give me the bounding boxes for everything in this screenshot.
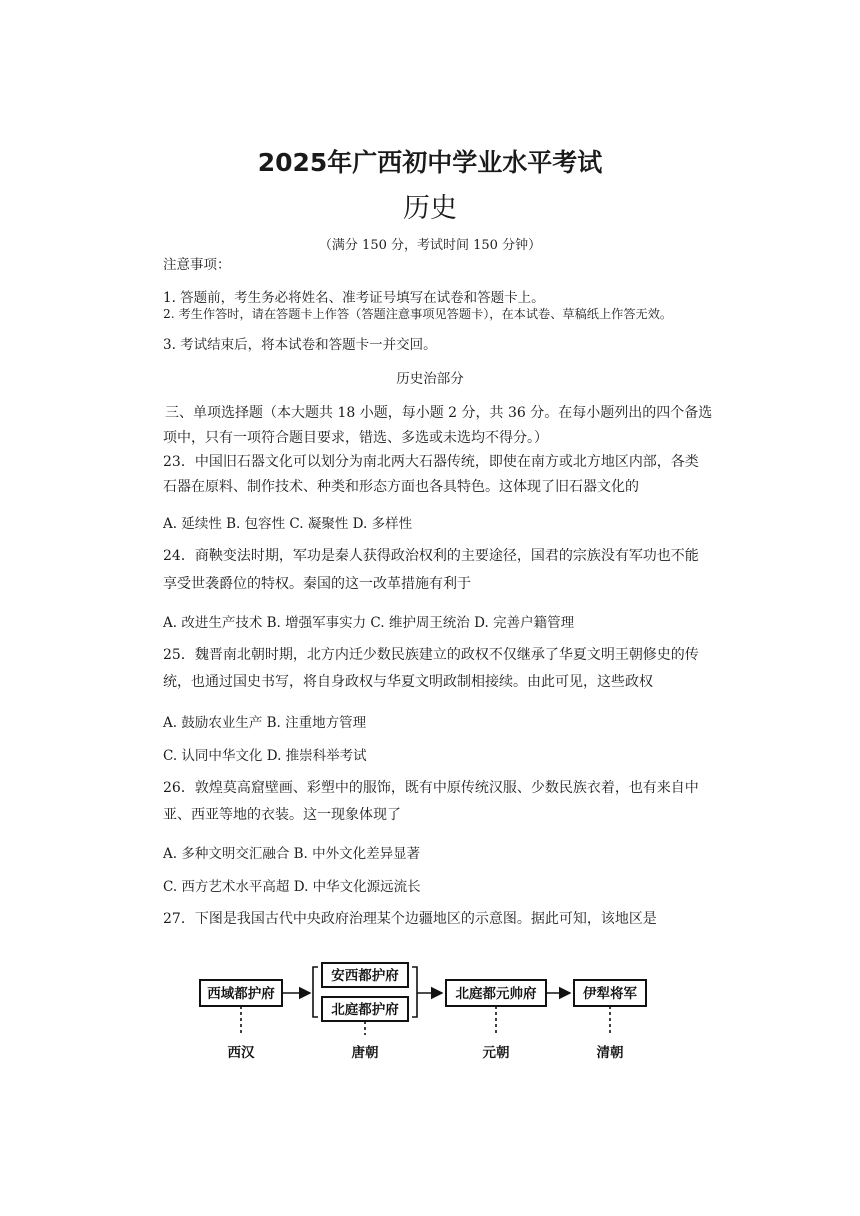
note-item: 1. 答题前，考生务必将姓名、准考证号填写在试卷和答题卡上。 (163, 290, 545, 306)
diagram-era-label: 唐朝 (351, 1045, 379, 1061)
question-options: A. 多种文明交汇融合 B. 中外文化差异显著 (163, 846, 421, 862)
diagram-box-label: 安西都护府 (331, 968, 399, 984)
question-options: C. 西方艺术水平高超 D. 中华文化源远流长 (163, 879, 421, 895)
exam-info: （满分 150 分，考试时间 150 分钟） (318, 238, 542, 253)
question-text: 亚、西亚等地的衣装。这一现象体现了 (163, 807, 401, 823)
section-instruction: 项中，只有一项符合题目要求，错选、多选或未选均不得分。） (163, 430, 548, 446)
section-title: 历史治部分 (396, 371, 464, 387)
note-item: 3. 考试结束后，将本试卷和答题卡一并交回。 (163, 337, 437, 353)
frontier-governance-diagram (190, 955, 690, 1075)
question-options: A. 鼓励农业生产 B. 注重地方管理 (163, 715, 367, 731)
diagram-box-label: 西域都护府 (207, 986, 275, 1002)
question-text: 石器在原料、制作技术、种类和形态方面也各具特色。这体现了旧石器文化的 (163, 479, 639, 495)
section-instruction: 三、单项选择题（本大题共 18 小题，每小题 2 分，共 36 分。在每小题列出的四个备选 (165, 405, 713, 421)
question-text: 26．敦煌莫高窟壁画、彩塑中的服饰，既有中原传统汉服、少数民族衣着，也有来自中 (163, 780, 699, 796)
diagram-era-label: 元朝 (482, 1045, 510, 1061)
question-text: 25．魏晋南北朝时期，北方内迁少数民族建立的政权不仅继承了华夏文明王朝修史的传 (163, 647, 699, 663)
question-options: A. 延续性 B. 包容性 C. 凝聚性 D. 多样性 (163, 516, 413, 532)
exam-title: 2025年广西初中学业水平考试 (257, 148, 603, 177)
diagram-bracket (412, 967, 417, 1017)
note-item: 2. 考生作答时，请在答题卡上作答（答题注意事项见答题卡），在本试卷、草稿纸上作答无效。 (163, 307, 673, 321)
diagram-bracket (313, 967, 318, 1017)
diagram-era-label: 西汉 (227, 1045, 255, 1061)
diagram-box-label: 伊犁将军 (583, 986, 637, 1002)
notes-heading: 注意事项： (163, 257, 231, 273)
question-text: 24．商鞅变法时期，军功是秦人获得政治权利的主要途径，国君的宗族没有军功也不能 (163, 548, 699, 564)
question-options: C. 认同中华文化 D. 推崇科举考试 (163, 748, 367, 764)
diagram-box-label: 北庭都元帅府 (455, 986, 537, 1002)
diagram-era-label: 清朝 (596, 1045, 624, 1061)
question-text: 27．下图是我国古代中央政府治理某个边疆地区的示意图。据此可知，该地区是 (163, 911, 657, 927)
diagram-box-label: 北庭都护府 (331, 1002, 399, 1018)
question-text: 统，也通过国史书写，将自身政权与华夏文明政制相接续。由此可见，这些政权 (163, 674, 653, 690)
question-text: 享受世袭爵位的特权。秦国的这一改革措施有利于 (163, 576, 471, 592)
question-options: A. 改进生产技术 B. 增强军事实力 C. 维护周王统治 D. 完善户籍管理 (163, 615, 575, 631)
exam-subject: 历史 (403, 193, 457, 224)
question-text: 23．中国旧石器文化可以划分为南北两大石器传统，即使在南方或北方地区内部，各类 (163, 454, 699, 470)
